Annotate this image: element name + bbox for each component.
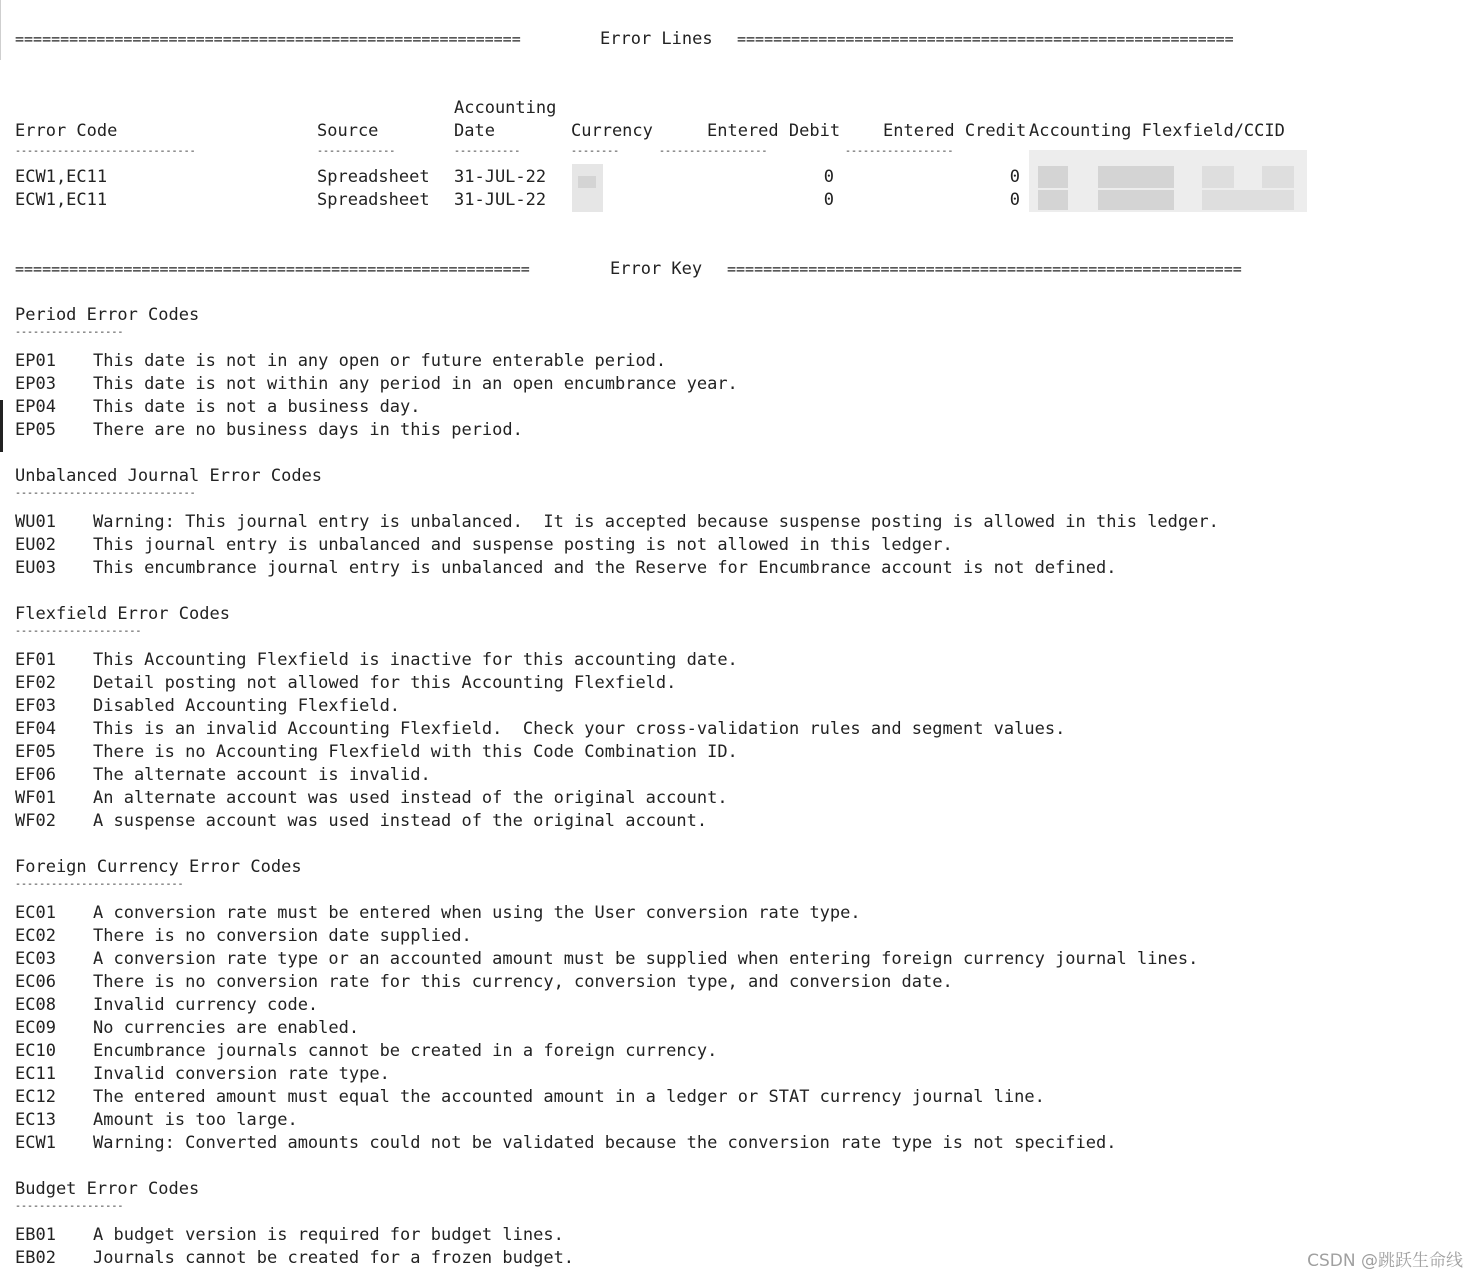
error-code: EC12: [15, 1087, 56, 1107]
error-lines-title: Error Lines: [600, 29, 713, 49]
error-description: There is no conversion date supplied.: [93, 926, 472, 946]
error-code: EU03: [15, 558, 56, 578]
column-header-error-code: Error Code: [15, 121, 118, 141]
section-title: Foreign Currency Error Codes: [15, 857, 302, 877]
row-credit: 0: [1009, 190, 1020, 210]
error-description: A suspense account was used instead of the original account.: [93, 811, 708, 831]
watermark: CSDN @跳跃生命线: [1307, 1251, 1463, 1271]
column-header-entered-credit: Entered Credit: [883, 121, 1027, 141]
error-code: WF01: [15, 788, 56, 808]
error-description: Amount is too large.: [93, 1110, 298, 1130]
error-code: EC09: [15, 1018, 56, 1038]
section-underline: ----------------------------: [15, 879, 184, 890]
error-key-right-rule: =========================================================: [727, 260, 1242, 278]
error-description: Invalid conversion rate type.: [93, 1064, 390, 1084]
error-description: The entered amount must equal the accounted amount in a ledger or STAT currency journal line.: [93, 1087, 1045, 1107]
column-header-accounting-date-line1: Accounting: [454, 98, 557, 118]
error-description: There is no Accounting Flexfield with this Code Combination ID.: [93, 742, 738, 762]
row-debit: 0: [823, 167, 834, 187]
error-code: EC03: [15, 949, 56, 969]
section-title: Budget Error Codes: [15, 1179, 200, 1199]
error-description: There is no conversion rate for this currency, conversion type, and conversion date.: [93, 972, 953, 992]
error-code: ECW1: [15, 1133, 56, 1153]
error-code: EC01: [15, 903, 56, 923]
underline-accounting-date: -----------: [454, 146, 521, 157]
column-header-accounting-date-line2: Date: [454, 121, 495, 141]
error-description: This journal entry is unbalanced and suspense posting is not allowed in this ledger.: [93, 535, 953, 555]
error-code: EF05: [15, 742, 56, 762]
row-date: 31-JUL-22: [454, 167, 547, 187]
error-description: Encumbrance journals cannot be created in a foreign currency.: [93, 1041, 718, 1061]
underline-error-code: ------------------------------: [15, 146, 196, 157]
section-underline: ------------------: [15, 327, 124, 338]
error-code: EF02: [15, 673, 56, 693]
error-code: EF04: [15, 719, 56, 739]
section-title: Period Error Codes: [15, 305, 200, 325]
section-title: Unbalanced Journal Error Codes: [15, 466, 323, 486]
error-description: A conversion rate must be entered when using the User conversion rate type.: [93, 903, 861, 923]
section-underline: ------------------: [15, 1201, 124, 1212]
error-code: EF01: [15, 650, 56, 670]
error-description: This date is not a business day.: [93, 397, 421, 417]
error-code: EP05: [15, 420, 56, 440]
column-header-currency: Currency: [571, 121, 653, 141]
error-description: The alternate account is invalid.: [93, 765, 431, 785]
error-description: Invalid currency code.: [93, 995, 319, 1015]
error-code: EC11: [15, 1064, 56, 1084]
error-code: WF02: [15, 811, 56, 831]
error-description: No currencies are enabled.: [93, 1018, 360, 1038]
error-description: Detail posting not allowed for this Accounting Flexfield.: [93, 673, 677, 693]
error-description: This Accounting Flexfield is inactive for this accounting date.: [93, 650, 738, 670]
row-error-code: ECW1,EC11: [15, 190, 108, 210]
error-code: EC06: [15, 972, 56, 992]
error-description: A budget version is required for budget lines.: [93, 1225, 564, 1245]
row-date: 31-JUL-22: [454, 190, 547, 210]
error-description: This is an invalid Accounting Flexfield. Check your cross-validation rules and segment values.: [93, 719, 1066, 739]
error-description: This date is not within any period in an open encumbrance year.: [93, 374, 738, 394]
row-source: Spreadsheet: [317, 190, 430, 210]
row-source: Spreadsheet: [317, 167, 430, 187]
error-code: EF06: [15, 765, 56, 785]
left-edge-marker: [0, 400, 3, 452]
error-key-title: Error Key: [610, 259, 703, 279]
error-code: EP03: [15, 374, 56, 394]
error-lines-left-rule: ========================================================: [15, 30, 521, 48]
error-description: A conversion rate type or an accounted amount must be supplied when entering foreign currency journal lines.: [93, 949, 1199, 969]
section-title: Flexfield Error Codes: [15, 604, 230, 624]
left-edge-line: [0, 0, 1, 60]
error-code: EC08: [15, 995, 56, 1015]
column-header-entered-debit: Entered Debit: [707, 121, 841, 141]
error-code: EC13: [15, 1110, 56, 1130]
error-code: WU01: [15, 512, 56, 532]
error-lines-right-rule: =======================================================: [737, 30, 1234, 48]
error-description: This encumbrance journal entry is unbalanced and the Reserve for Encumbrance account is not defined.: [93, 558, 1117, 578]
error-description: Journals cannot be created for a frozen budget.: [93, 1248, 575, 1268]
error-description: There are no business days in this period.: [93, 420, 523, 440]
error-code: EP01: [15, 351, 56, 371]
error-description: Disabled Accounting Flexfield.: [93, 696, 401, 716]
section-underline: ------------------------------: [15, 488, 196, 499]
error-code: EC02: [15, 926, 56, 946]
error-code: EU02: [15, 535, 56, 555]
column-header-flexfield: Accounting Flexfield/CCID: [1029, 121, 1285, 141]
error-code: EB01: [15, 1225, 56, 1245]
error-code: EF03: [15, 696, 56, 716]
underline-entered-credit: ------------------: [845, 146, 954, 157]
error-description: This date is not in any open or future enterable period.: [93, 351, 667, 371]
error-description: An alternate account was used instead of the original account.: [93, 788, 728, 808]
row-debit: 0: [823, 190, 834, 210]
section-underline: ---------------------: [15, 626, 142, 637]
error-code: EP04: [15, 397, 56, 417]
column-header-source: Source: [317, 121, 379, 141]
underline-currency: --------: [571, 146, 620, 157]
error-description: Warning: This journal entry is unbalanced. It is accepted because suspense posting is allowed in this ledger.: [93, 512, 1219, 532]
error-key-left-rule: =========================================================: [15, 260, 530, 278]
error-description: Warning: Converted amounts could not be validated because the conversion rate type is not specified.: [93, 1133, 1117, 1153]
underline-source: -------------: [317, 146, 396, 157]
row-error-code: ECW1,EC11: [15, 167, 108, 187]
error-code: EC10: [15, 1041, 56, 1061]
underline-entered-debit: ------------------: [659, 146, 768, 157]
error-code: EB02: [15, 1248, 56, 1268]
row-credit: 0: [1009, 167, 1020, 187]
